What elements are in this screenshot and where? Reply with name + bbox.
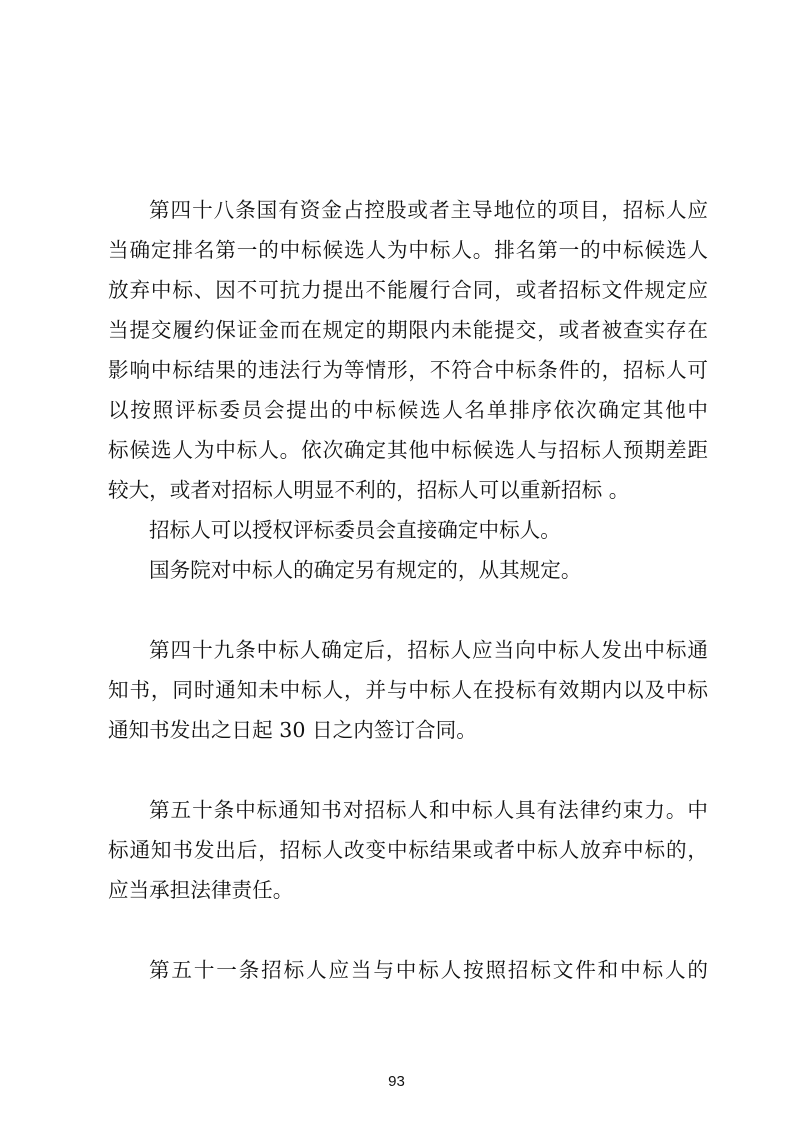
text-line: 当提交履约保证金而在规定的期限内未能提交，或者被查实存在 — [108, 318, 708, 342]
paragraph-gap — [108, 590, 708, 630]
text-line: 知书，同时通知未中标人，并与中标人在投标有效期内以及中标 — [108, 678, 708, 702]
text-line: 放弃中标、因不可抗力提出不能履行合同，或者招标文件规定应 — [108, 278, 708, 302]
text-line: 通知书发出之日起 30 日之内签订合同。 — [108, 718, 477, 742]
paragraph: 国务院对中标人的确定另有规定的，从其规定。 — [149, 558, 582, 582]
article-48 — [108, 190, 708, 590]
text-line: 标通知书发出后，招标人改变中标结果或者中标人放弃中标的， — [108, 838, 708, 862]
text-line: 当确定排名第一的中标候选人为中标人。排名第一的中标候选人 — [108, 238, 708, 262]
document-body — [108, 190, 708, 990]
text-line: 第五十条中标通知书对招标人和中标人具有法律约束力。中 — [149, 798, 708, 822]
text-line: 较大，或者对招标人明显不利的，招标人可以重新招标 。 — [108, 478, 630, 502]
text-line: 标候选人为中标人。依次确定其他中标候选人与招标人预期差距 — [108, 438, 708, 462]
article-50 — [108, 790, 708, 910]
text-line: 影响中标结果的违法行为等情形，不符合中标条件的，招标人可 — [108, 358, 708, 382]
text-line: 第四十八条国有资金占控股或者主导地位的项目，招标人应 — [149, 198, 708, 222]
text-line: 第四十九条中标人确定后，招标人应当向中标人发出中标通 — [149, 638, 708, 662]
paragraph-gap — [108, 750, 708, 790]
page-number: 93 — [388, 1073, 405, 1090]
article-49 — [108, 630, 708, 750]
text-line: 应当承担法律责任。 — [108, 878, 294, 902]
paragraph: 招标人可以授权评标委员会直接确定中标人。 — [149, 518, 561, 542]
text-line: 第五十一条招标人应当与中标人按照招标文件和中标人的 — [149, 958, 708, 982]
paragraph-gap — [108, 910, 708, 950]
text-line: 以按照评标委员会提出的中标候选人名单排序依次确定其他中 — [108, 398, 708, 422]
article-51 — [108, 950, 708, 990]
